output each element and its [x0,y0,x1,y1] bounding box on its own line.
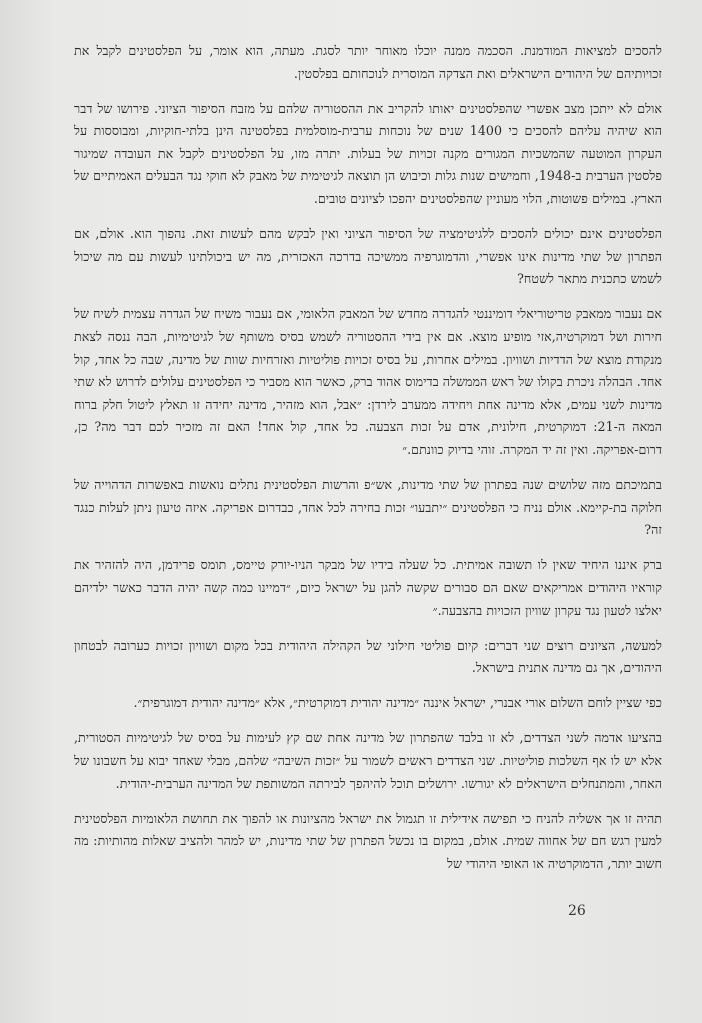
paragraph-5: בתמיכתם מזה שלושים שנה בפתרון של שתי מדינות, אש״פ והרשות הפלסטינית נתלים נואשות באפשרות הדהוייה של חלוקה בת-קיימא. אולם נניח כי הפלסטינים ״יתבעו״ זכות בחירה לכל אחד, כבדרום אפריקה. איזה טיעון ניתן לעלות כנגד זה? [74,477,662,538]
page-body [74,40,662,888]
paragraph-8: כפי שציין לוחם השלום אורי אבנרי, ישראל איננה ״מדינה יהודית דמוקרטית״, אלא ״מדינה יהודית דמוגרפית״. [133,695,662,711]
paragraph-4: אם נעבור ממאבק טריטוריאלי דומיננטי להגדרה מחדש של המאבק הלאומי, אם נעבור משיח של הגדרה עצמית לשיח של חירות ושל דמוקרטיה,אזי מופיע מוצא. אם אין בידי ההסטוריה לשמש בסיס משותף של לגיטימיות, הבה ננסה לצאת מנקודת מוצא של הדדיות ושוויון. במילים אחרות, על בסיס זכויות פוליטיות ואזרחיות שוות של מדינה, שבה כל אחד, קול אחד. הבהלה ניכרת בקולו של ראש הממשלה בדימוס אהוד ברק, כאשר הוא מסביר כי הפלסטינים עלולים לדרוש לא שתי מדינות לשני עמים, אלא מדינה אחת ויחידה ממערב לירדן: ״אבל, הוא מזהיר, מדינה יחידה זו תאלץ ליטול חלק ברוח המאה ה-21: דמוקרטית, חילונית, אדם על זכות הצבעה. כל אחד, קול אחד! האם זה מזכיר לכם דבר מה? כן, דרום-אפריקה. ואין זה יד המקרה. זוהי בדיוק כוונתם.״ [74,306,662,457]
paragraph-10: תהיה זו אך אשליה להניח כי תפישה אידילית זו תגמול את ישראל מהציונות או להפוך את תחושת הלאומיות הפלסטינית למעין רגש חם של אחווה שמית. אולם, במקום בו נכשל הפתרון של שתי מדינות, יש למהר ולהציב שאלות מהותיות: מה חשוב יותר, הדמוקרטיה או האופי היהודי של [74,810,662,871]
paragraph-7: למעשה, הציונים רוצים שני דברים: קיום פוליטי חילוני של הקהילה היהודית בכל מקום ושוויון זכויות כערובה לבטחון היהודים, אך גם מדינה אתנית בישראל. [74,637,662,676]
page-number: 26 [568,903,586,919]
paragraph-6: ברק איננו היחיד שאין לו תשובה אמיתית. כל שעלה בידיו של מבקר הניו-יורק טיימס, תומס פרידמן, היה להזהיר את קוראיו היהודים אמריקאים שאם הם סבורים שקשה להגן על ישראל כיום, ״דמיינו כמה קשה יהיה הדבר כאשר ילדיהם יאלצו לטעון נגד עקרון שוויון הזכויות בהצבעה.״ [74,557,662,618]
paragraph-2: אולם לא ייתכן מצב אפשרי שהפלסטינים יאותו להקריב את ההסטוריה שלהם על מזבח הסיפור הציוני. פירושו של דבר הוא שיהיה עליהם להסכים כי 1400 שנים של נוכחות ערבית-מוסלמית בפלסטינה הינן בלתי-חוקיות, ומבוססות על העקרון המוטעה שהמשכיות המגורים מקנה זכויות של בעלות. יתרה מזו, על הפלסטינים לקבל את העובדה שמיגור פלסטין הערבית ב-1948, וחמישים שנות גלות וכיבוש הן תוצאה לגיטימית של מאבק לא חוקי נגד הבעלים האמיתיים של הארץ. במילים פשוטות, הלוי מעוניין שהפלסטינים יהפכו לציונים טובים. [74,100,663,207]
paragraph-3: הפלסטינים אינם יכולים להסכים ללגיטימציה של הסיפור הציוני ואין לבקש מהם לעשות זאת. נהפוך הוא. אולם, אם הפתרון של שתי מדינות אינו אפשרי, והדמוגרפיה ממשיכה בדרכה האכזרית, מה יש ביכולתינו לעשות עם מה שיכול לשמש כתכנית מתאר לשטח? [74,226,662,287]
paragraph-1: להסכים למציאות המודמנת. הסכמה ממנה יוכלו מאוחר יותר לסגת. מעתה, הוא אומר, על הפלסטינים לקבל את זכויותיהם של היהודים הישראלים ואת הצדקה המוסרית לנוכחותם בפלסטין. [74,43,662,81]
paragraph-9: בהציעו אדמה לשני הצדדים, לא זו בלבד שהפתרון של מדינה אחת שם קץ לעימות על בסיס של לגיטימיות הסטורית, אלא יש לו אף השלכות פוליטיות. שני הצדדים ראשים לשמור על ״זכות השיבה״ שלהם, מבלי שאחד יבוא על חשבונו של האחר, והמתנחלים הישראלים לא יגורשו. ירושלים תוכל להיהפך לבירתה המשותפת של המדינה הערבית-יהודית. [74,730,662,791]
